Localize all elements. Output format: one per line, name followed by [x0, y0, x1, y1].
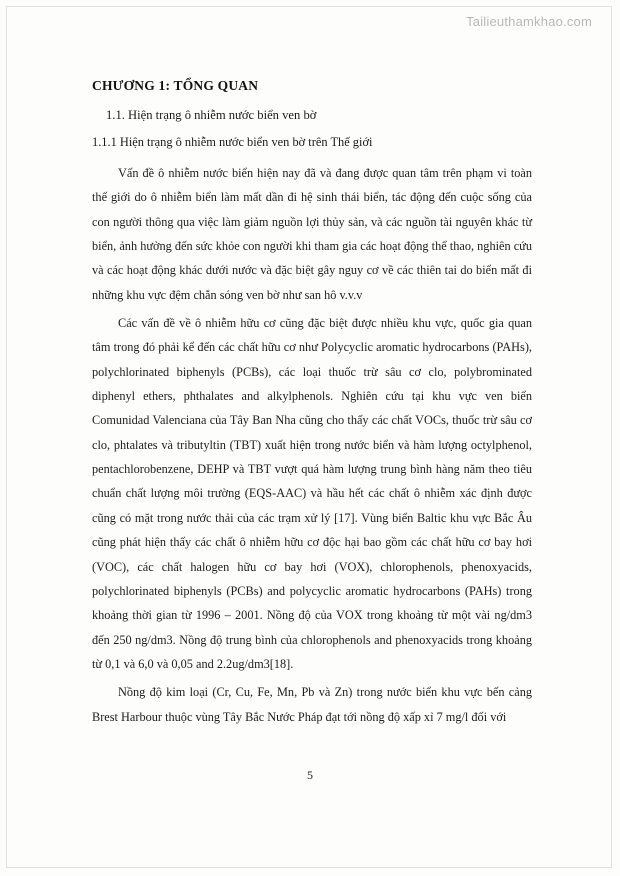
body-paragraph: Vấn đề ô nhiễm nước biển hiện nay đã và đang được quan tâm trên phạm vi toàn thế giới do ô nhiễm biển làm mất dần đi hệ sinh thái biển, tác động đến cuộc sống của con người thông qua việc làm giảm nguồn lợi thủy sản, và các nguồn tài nguyên khác từ biển, ảnh hưởng đến sức khỏe con người khi tham gia các hoạt động thể thao, nghiên cứu và các hoạt động khác dưới nước và đặc biệt gây nguy cơ về các thiên tai do biển mất đi những khu vực đệm chắn sóng ven bờ như san hô v.v.v	[92, 166, 532, 302]
body-paragraph: Các vấn đề về ô nhiễm hữu cơ cũng đặc biệt được nhiều khu vực, quốc gia quan tâm trong đó phải kể đến các chất hữu cơ như Polycyclic aromatic hydrocarbons (PAHs), polychlorinated biphenyls (PCBs), các loại thuốc trừ sâu cơ clo, polybrominated diphenyl ethers, phthalates and alkylphenols. Nghiên cứu tại khu vực ven biển Comunidad Valenciana của Tây Ban Nha cũng cho thấy các chất VOCs, thuốc trừ sâu cơ clo, phtalates và tributyltin (TBT) xuất hiện trong nước biển và hàm lượng octylphenol, pentachlorobenzene, DEHP và TBT vượt quá hàm lượng trung bình hàng năm theo tiêu chuẩn chất lượng môi trường (EQS-AAC) và hầu hết các chất ô nhiễm xác định được cũng có mặt trong nước thải của các trạm xử lý [17]. Vùng biển Baltic khu vực Bắc Âu cũng phát hiện thấy các chất ô nhiễm hữu cơ độc hại bao gồm các chất hữu cơ bay hơi (VOC), các chất halogen hữu cơ bay hơi (VOX), chlorophenols, phenoxyacids, polychlorinated biphenyls (PCBs) and polycyclic aromatic hydrocarbons (PAHs) trong khoảng thời gian từ 1996 – 2001. Nồng độ của VOX trong khoảng từ một vài ng/dm3 đến 250 ng/dm3. Nồng độ trung bình của chlorophenols and phenoxyacids trong khoảng từ 0,1 và 6,0 và 0,05 and 2.2ug/dm3[18].	[92, 316, 532, 671]
body-paragraph: Nồng độ kim loại (Cr, Cu, Fe, Mn, Pb và Zn) trong nước biển khu vực bến cảng Brest Harbour thuộc vùng Tây Bắc Nước Pháp đạt tới nồng độ xấp xỉ 7 mg/l đối với	[92, 685, 532, 724]
subsection-title: 1.1.1 Hiện trạng ô nhiễm nước biển ven bờ trên Thế giới	[92, 135, 373, 149]
page-number: 5	[307, 768, 313, 782]
watermark-text: Tailieuthamkhao.com	[466, 14, 592, 29]
page-content	[92, 78, 532, 733]
section-title: 1.1. Hiện trạng ô nhiễm nước biển ven bờ	[106, 108, 317, 122]
chapter-title: CHƯƠNG 1: TỔNG QUAN	[92, 78, 259, 93]
